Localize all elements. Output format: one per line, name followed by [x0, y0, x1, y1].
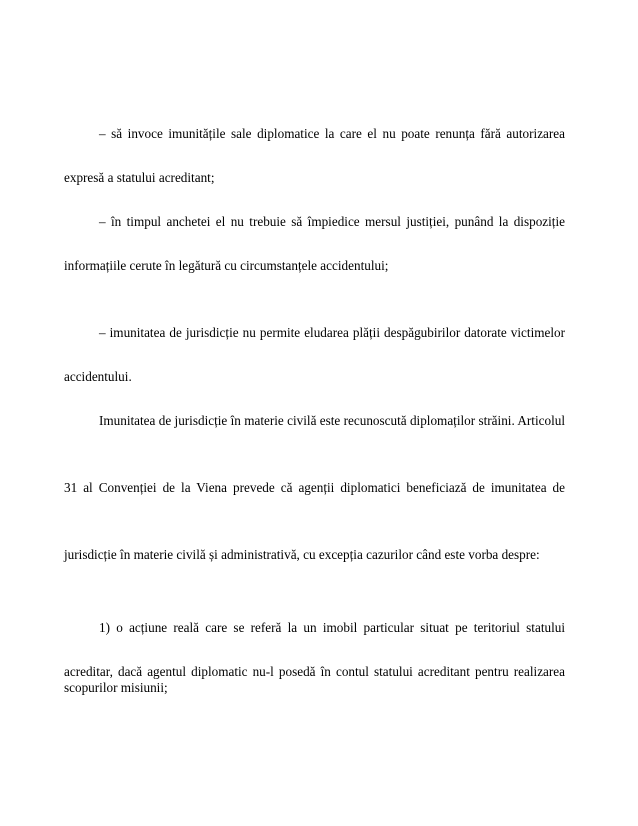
- paragraph-line-1: – să invoce imunitățile sale diplomatice la care el nu poate renunța fără autorizarea: [99, 126, 565, 141]
- paragraph-line-6: accidentului.: [64, 369, 132, 384]
- paragraph-line-7: Imunitatea de jurisdicție în materie civilă este recunoscută diplomaților străini. Articolul: [99, 413, 565, 428]
- paragraph-line-5: – imunitatea de jurisdicție nu permite eludarea plății despăgubirilor datorate victimelor: [99, 325, 565, 340]
- paragraph-line-10: 1) o acțiune reală care se referă la un imobil particular situat pe teritoriul statului: [99, 620, 565, 635]
- paragraph-line-12: scopurilor misiunii;: [64, 680, 168, 695]
- paragraph-line-2: expresă a statului acreditant;: [64, 170, 215, 185]
- paragraph-line-8: 31 al Convenției de la Viena prevede că agenții diplomatici beneficiază de imunitatea de: [64, 480, 565, 495]
- paragraph-line-9: jurisdicție în materie civilă și administrativă, cu excepția cazurilor când este vorba despre:: [64, 547, 540, 562]
- paragraph-line-11: acreditar, dacă agentul diplomatic nu-l posedă în contul statului acreditant pentru realizarea: [64, 664, 565, 679]
- paragraph-line-4: informațiile cerute în legătură cu circumstanțele accidentului;: [64, 258, 389, 273]
- paragraph-line-3: – în timpul anchetei el nu trebuie să împiedice mersul justiției, punând la dispoziție: [99, 214, 565, 229]
